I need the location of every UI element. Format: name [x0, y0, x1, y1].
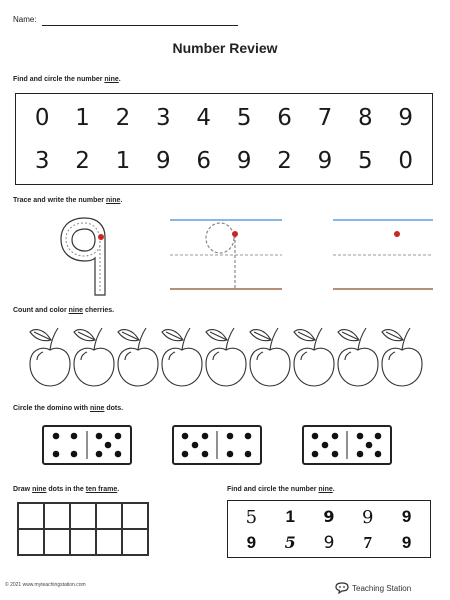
ten-frame-instruction: Draw nine dots in the ten frame. — [13, 486, 120, 493]
number-row-2 — [16, 148, 432, 174]
ten-frame-cell[interactable] — [96, 503, 122, 529]
digit[interactable]: 0 — [34, 105, 50, 131]
ten-frame-cell[interactable] — [18, 529, 44, 555]
font-digit[interactable]: 9 — [246, 533, 257, 552]
cherry-icon[interactable] — [30, 328, 70, 386]
digit[interactable]: 1 — [115, 148, 131, 174]
digit[interactable]: 9 — [398, 105, 414, 131]
digit[interactable]: 0 — [398, 148, 414, 174]
digit[interactable]: 3 — [34, 148, 50, 174]
font-number-row-1 — [228, 507, 430, 528]
trace-nine-instruction: Trace and write the number nine. — [13, 197, 123, 204]
start-dot-icon — [232, 231, 238, 237]
font-digit[interactable]: 9 — [401, 533, 412, 552]
font-digit[interactable]: 1 — [285, 507, 295, 526]
ten-frame-cell[interactable] — [44, 529, 70, 555]
cherry-row — [28, 320, 428, 390]
brand-name: Teaching Station — [352, 583, 412, 593]
digit[interactable]: 6 — [196, 148, 212, 174]
domino-1[interactable] — [42, 425, 132, 465]
digit[interactable]: 2 — [75, 148, 90, 174]
digit[interactable]: 9 — [236, 148, 252, 174]
brand-logo — [335, 582, 411, 594]
find-nine-font-instruction: Find and circle the number nine. — [227, 486, 335, 493]
ten-frame[interactable] — [17, 502, 149, 556]
font-number-row-2 — [228, 533, 430, 553]
trace-guide-2[interactable] — [333, 215, 433, 293]
cherry-icon[interactable] — [250, 328, 290, 386]
copyright-text: © 2021 www.myteachingstation.com — [5, 582, 86, 588]
name-label: Name: — [13, 15, 37, 24]
font-digit[interactable]: 7 — [363, 533, 373, 552]
font-digit[interactable]: 5 — [284, 533, 296, 552]
font-nine-grid-box — [227, 500, 431, 558]
tracing-nine-outline — [55, 215, 115, 300]
digit[interactable]: 9 — [317, 148, 333, 174]
page-title: Number Review — [172, 40, 278, 56]
digit[interactable]: 9 — [156, 148, 171, 174]
digit[interactable]: 4 — [196, 105, 212, 131]
ten-frame-cell[interactable] — [70, 529, 96, 555]
color-cherries-instruction: Count and color nine cherries. — [13, 307, 115, 314]
number-grid-box — [15, 93, 433, 185]
cherry-icon[interactable] — [206, 328, 246, 386]
ten-frame-cell[interactable] — [122, 529, 148, 555]
teaching-station-logo-icon — [335, 582, 349, 594]
digit[interactable]: 1 — [75, 105, 90, 131]
trace-guide-1[interactable] — [170, 215, 282, 293]
cherry-icon[interactable] — [338, 328, 378, 386]
name-input-line[interactable] — [42, 25, 238, 26]
cherry-icon[interactable] — [162, 328, 202, 386]
digit[interactable]: 2 — [277, 148, 292, 174]
cherry-icon[interactable] — [294, 328, 334, 386]
font-digit[interactable]: 9 — [401, 507, 412, 526]
font-digit[interactable]: 9 — [323, 507, 335, 526]
digit[interactable]: 7 — [317, 105, 333, 131]
domino-2[interactable] — [172, 425, 262, 465]
digit[interactable]: 5 — [357, 148, 373, 174]
font-digit[interactable]: 9 — [323, 533, 335, 553]
ten-frame-cell[interactable] — [70, 503, 96, 529]
ten-frame-cell[interactable] — [122, 503, 148, 529]
number-row-1 — [16, 105, 432, 131]
font-digit[interactable]: 9 — [362, 507, 374, 528]
ten-frame-cell[interactable] — [96, 529, 122, 555]
font-digit[interactable]: 5 — [245, 507, 258, 528]
digit[interactable]: 2 — [115, 105, 131, 131]
start-dot-icon — [98, 234, 104, 240]
cherry-icon[interactable] — [74, 328, 114, 386]
digit[interactable]: 8 — [357, 105, 373, 131]
digit[interactable]: 6 — [277, 105, 292, 131]
cherry-icon[interactable] — [118, 328, 158, 386]
digit[interactable]: 5 — [236, 105, 252, 131]
cherry-icon[interactable] — [382, 328, 422, 386]
domino-3[interactable] — [302, 425, 392, 465]
ten-frame-cell[interactable] — [44, 503, 70, 529]
find-nine-instruction: Find and circle the number nine. — [13, 76, 121, 83]
circle-domino-instruction: Circle the domino with nine dots. — [13, 405, 124, 412]
start-dot-icon — [394, 231, 400, 237]
ten-frame-cell[interactable] — [18, 503, 44, 529]
digit[interactable]: 3 — [156, 105, 171, 131]
